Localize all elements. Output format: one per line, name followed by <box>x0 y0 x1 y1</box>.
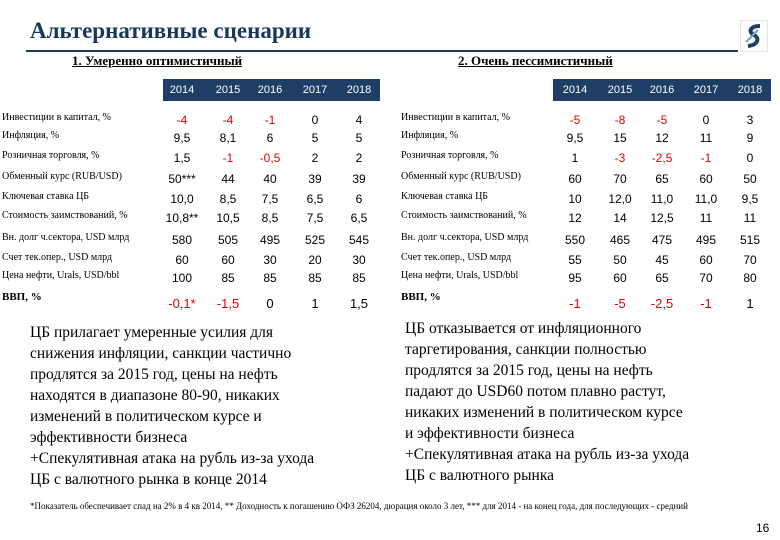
value-cell: -1 <box>222 151 234 165</box>
value-cell: 30 <box>263 253 277 267</box>
year-header-cell: 2016 <box>257 84 283 96</box>
value-cell: 550 <box>564 233 586 247</box>
value-cell: 6 <box>355 192 363 206</box>
value-cell: 9,5 <box>173 131 191 145</box>
value-cell: 95 <box>568 271 582 285</box>
value-cell: -0,5 <box>259 151 281 165</box>
title-underline <box>26 50 738 52</box>
value-cell: 6 <box>266 131 274 145</box>
row-label: ВВП, % <box>401 291 441 303</box>
value-cell: 55 <box>568 253 582 267</box>
value-cell: 545 <box>348 233 370 247</box>
value-cell: 1 <box>746 296 754 311</box>
value-cell: 85 <box>308 271 322 285</box>
value-cell: -4 <box>176 113 188 127</box>
value-cell: 80 <box>743 271 757 285</box>
value-cell: 7,5 <box>306 211 324 225</box>
value-cell: 8,5 <box>219 192 237 206</box>
row-label: Инфляция, % <box>2 130 60 141</box>
value-cell: 525 <box>304 233 326 247</box>
value-cell: 60 <box>175 253 189 267</box>
value-cell: 0 <box>266 296 274 311</box>
value-cell: -2,5 <box>650 296 674 311</box>
value-cell: 10 <box>568 192 582 206</box>
value-cell: 8,5 <box>261 211 279 225</box>
value-cell: 580 <box>171 233 193 247</box>
year-header-cell: 2018 <box>346 84 372 96</box>
value-cell: 1 <box>571 151 579 165</box>
row-label: Обменный курс (RUB/USD) <box>401 171 521 182</box>
year-header-cell: 2015 <box>607 84 633 96</box>
row-label: Счет тек.опер., USD млрд <box>401 252 512 263</box>
value-cell: 44 <box>221 172 235 186</box>
value-cell: 2 <box>311 151 319 165</box>
value-cell: -0,1* <box>168 296 196 311</box>
row-label: Розничная торговля, % <box>2 150 100 161</box>
scenario1-heading: 1. Умеренно оптимистичный <box>72 53 243 68</box>
row-label: Счет тек.опер., USD млрд <box>2 252 113 263</box>
row-label: Розничная торговля, % <box>401 150 499 161</box>
value-cell: 85 <box>263 271 277 285</box>
value-cell: 10,0 <box>170 192 194 206</box>
value-cell: 3 <box>746 113 754 127</box>
value-cell: 50 <box>613 253 627 267</box>
value-cell: 39 <box>308 172 322 186</box>
year-header-cell: 2014 <box>562 84 588 96</box>
value-cell: 12,0 <box>608 192 632 206</box>
value-cell: 12 <box>568 211 582 225</box>
value-cell: 5 <box>311 131 319 145</box>
value-cell: -8 <box>614 113 626 127</box>
value-cell: 9 <box>746 131 754 145</box>
year-header-cell: 2015 <box>215 84 241 96</box>
value-cell: 30 <box>352 253 366 267</box>
value-cell: 6,5 <box>306 192 324 206</box>
value-cell: 5 <box>355 131 363 145</box>
footnote: *Показатель обеспечивает спад на 2% в 4 кв 2014, ** Доходность к погашению ОФЗ 26204, дюрация около 3 лет, *** для 2014 - на конец года, для последующих - средний <box>30 501 688 511</box>
value-cell: 1,5 <box>173 151 191 165</box>
year-header-cell: 2017 <box>302 84 328 96</box>
value-cell: 60 <box>568 172 582 186</box>
row-label: Ключевая ставка ЦБ <box>2 191 90 202</box>
value-cell: 85 <box>221 271 235 285</box>
value-cell: 505 <box>217 233 239 247</box>
company-logo-icon <box>740 20 768 52</box>
value-cell: 9,5 <box>741 192 759 206</box>
value-cell: -1 <box>264 113 276 127</box>
year-header-cell: 2017 <box>693 84 719 96</box>
value-cell: 70 <box>613 172 627 186</box>
value-cell: 50*** <box>168 172 196 186</box>
row-label: Цена нефти, Urals, USD/bbl <box>2 270 120 281</box>
value-cell: 100 <box>171 271 193 285</box>
value-cell: 12 <box>655 131 669 145</box>
value-cell: 39 <box>352 172 366 186</box>
value-cell: -1 <box>700 151 712 165</box>
value-cell: 4 <box>355 113 363 127</box>
value-cell: 60 <box>699 253 713 267</box>
row-label: Стоимость заимствований, % <box>401 210 527 221</box>
value-cell: 20 <box>308 253 322 267</box>
value-cell: -1,5 <box>216 296 240 311</box>
row-label: Цена нефти, Urals, USD/bbl <box>401 270 519 281</box>
value-cell: 45 <box>655 253 669 267</box>
value-cell: 60 <box>221 253 235 267</box>
year-header-cell: 2016 <box>649 84 675 96</box>
row-label: Инвестиции в капитал, % <box>2 112 111 123</box>
scenario2-description: ЦБ отказывается от инфляционного таргетирования, санкции полностью продлятся за 2015 год, цены на нефть падают до USD60 потом плавно растут, никаких изменений в политическом курсе и эффективности бизнеса +Спекулятивная атака на рубль из-за ухода ЦБ с валютного рынка <box>405 320 690 484</box>
value-cell: 1,5 <box>349 296 369 311</box>
value-cell: 0 <box>702 113 710 127</box>
value-cell: 65 <box>655 172 669 186</box>
year-header-cell: 2018 <box>737 84 763 96</box>
value-cell: 0 <box>311 113 319 127</box>
value-cell: 15 <box>613 131 627 145</box>
value-cell: 40 <box>263 172 277 186</box>
value-cell: 10,8** <box>165 211 199 225</box>
value-cell: 65 <box>655 271 669 285</box>
value-cell: 14 <box>613 211 627 225</box>
row-label: ВВП, % <box>2 291 42 303</box>
value-cell: 495 <box>259 233 281 247</box>
row-label: Обменный курс (RUB/USD) <box>2 171 122 182</box>
value-cell: 10,5 <box>216 211 240 225</box>
value-cell: 2 <box>355 151 363 165</box>
value-cell: 12,5 <box>650 211 674 225</box>
scenario2-heading: 2. Очень пессимистичный <box>458 53 613 68</box>
page-title: Альтернативные сценарии <box>30 18 312 43</box>
scenario1-year-header <box>163 79 380 101</box>
value-cell: 9,5 <box>566 131 584 145</box>
value-cell: 0 <box>746 151 754 165</box>
page-number: 16 <box>756 521 770 535</box>
value-cell: -4 <box>222 113 234 127</box>
value-cell: -5 <box>656 113 668 127</box>
value-cell: 475 <box>651 233 673 247</box>
row-label: Вн. долг ч.сектора, USD млрд <box>401 232 529 243</box>
value-cell: -5 <box>614 296 626 311</box>
value-cell: 60 <box>699 172 713 186</box>
value-cell: 6,5 <box>350 211 368 225</box>
value-cell: -3 <box>614 151 626 165</box>
value-cell: 1 <box>311 296 319 311</box>
row-label: Вн. долг ч.сектора, USD млрд <box>2 232 130 243</box>
row-label: Ключевая ставка ЦБ <box>401 191 489 202</box>
value-cell: 11 <box>699 131 713 145</box>
value-cell: 11,0 <box>650 192 674 206</box>
value-cell: -2,5 <box>651 151 673 165</box>
value-cell: 70 <box>699 271 713 285</box>
value-cell: 60 <box>613 271 627 285</box>
scenario2-year-header <box>553 79 771 101</box>
scenario1-description: ЦБ прилагает умеренные усилия для снижения инфляции, санкции частично продлятся за 2015 год, цены на нефть находятся в диапазоне 80-90, никаких изменений в политическом курсе и эффективности бизнеса +Спекулятивная атака на рубль из-за ухода ЦБ с валютного рынка в конце 2014 <box>30 324 315 488</box>
value-cell: 70 <box>743 253 757 267</box>
value-cell: 495 <box>695 233 717 247</box>
value-cell: -1 <box>700 296 712 311</box>
value-cell: 11 <box>699 211 713 225</box>
value-cell: 50 <box>743 172 757 186</box>
year-header-cell: 2014 <box>169 84 195 96</box>
value-cell: 515 <box>739 233 761 247</box>
value-cell: 85 <box>352 271 366 285</box>
value-cell: 465 <box>609 233 631 247</box>
value-cell: 11,0 <box>694 192 718 206</box>
value-cell: -1 <box>569 296 581 311</box>
row-label: Инвестиции в капитал, % <box>401 112 510 123</box>
value-cell: -5 <box>569 113 581 127</box>
row-label: Стоимость заимствований, % <box>2 210 128 221</box>
value-cell: 11 <box>743 211 757 225</box>
row-label: Инфляция, % <box>401 130 459 141</box>
value-cell: 7,5 <box>261 192 279 206</box>
value-cell: 8,1 <box>219 131 237 145</box>
